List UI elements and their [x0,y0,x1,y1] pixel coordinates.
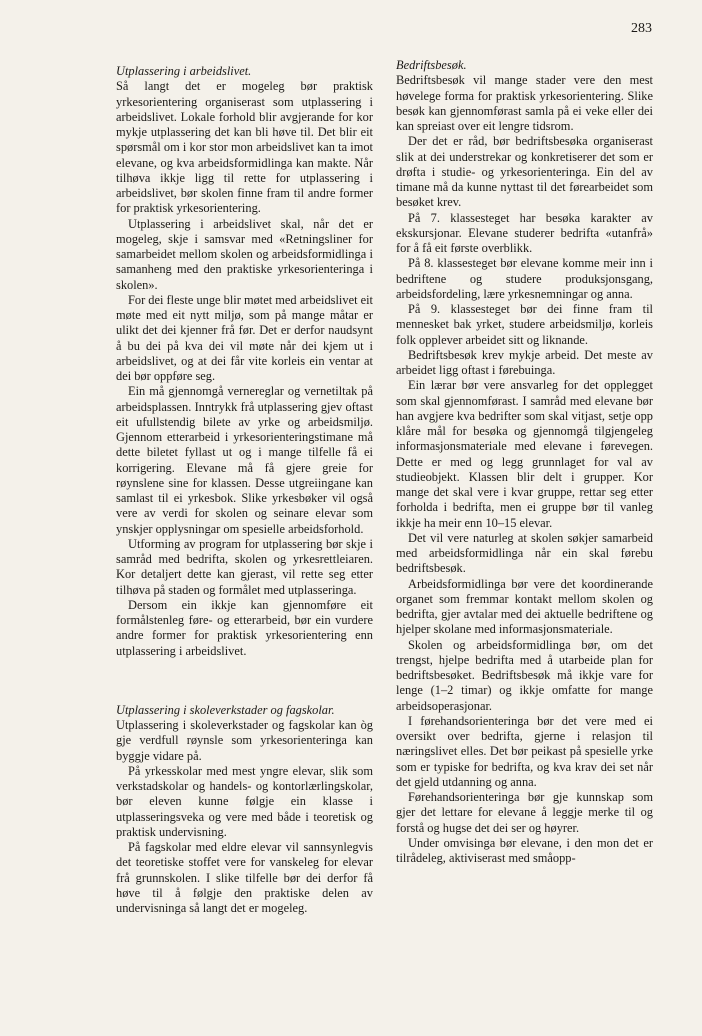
paragraph: Utplassering i arbeidslivet skal, når det er mogeleg, skje i samsvar med «Retningsliner for samarbeidet mellom skolen og arbeidsformidlinga i samanheng med den praktiske yrkesorienteringa i skolen». [116,216,373,292]
paragraph: Det vil vere naturleg at skolen søkjer samarbeid med arbeidsformidlinga når ein skal førebu bedriftsbesøk. [396,530,653,576]
paragraph: Bedriftsbesøk vil mange stader vere den mest høvelege forma for praktisk yrkesorientering. Slike besøk kan gjennomførast samla på ei veke eller dei kan spreiast over eit lengre tidsrom. [396,73,653,133]
paragraph: Skolen og arbeidsformidlinga bør, om det trengst, hjelpe bedrifta med å utarbeide plan for bedriftsbesøket. Bedriftsbesøk må ikkje vare for lenge (1–2 timar) og ikkje omfatte for mange arbeidsoperasjonar. [396,637,653,713]
paragraph: Arbeidsformidlinga bør vere det koordinerande organet som fremmar kontakt mellom skolen og bedrifta, gjer avtalar med dei aktuelle bedriftene og hjelper skolane med informasjonsmateriale. [396,576,653,637]
left-column [116,64,373,916]
page-number: 283 [631,21,652,36]
paragraph: Ein må gjennomgå vernereglar og vernetiltak på arbeidsplassen. Inntrykk frå utplassering gjev oftast eit ufullstendig bilete av yrke og arbeidsmiljø. Gjennom etterarbeid i yrkesorienteringstimane må dette biletet fyllast ut og i mange tilfelle få ei korrigering. Elevane må få gjere greie for røynslene sine for klassen. Desse utgreiingane kan samlast til ei yrkesbok. Slike yrkesbøker vil også vere av verdi for skolen og seinare elevar som ynskjer opplysningar om spesielle arbeidsforhold. [116,384,373,536]
section-heading: Bedriftsbesøk. [396,58,467,72]
paragraph: I førehandsorienteringa bør det vere med ei oversikt over bedrifta, gjerne i relasjon til næringslivet elles. Det bør peikast på spesielle yrke som er typiske for bedrifta, og kva krav dei set når det gjeld utdanning og anna. [396,713,653,789]
paragraph: Så langt det er mogeleg bør praktisk yrkesorientering organiserast som utplassering i arbeidslivet. Lokale forhold blir avgjerande for kor mykje utplassering det kan bli høve til. Det blir eit spørsmål om i kor stor mon arbeidslivet kan ta imot elevane, og kva arbeidsformidlinga kan makte. Når tilhøva ikkje ligg til rette for utplassering i arbeidslivet, bør skolen finne fram til andre former for praktisk yrkesorientering. [116,79,373,216]
paragraph: På fagskolar med eldre elevar vil sannsynlegvis det teoretiske stoffet vere for vanskeleg for elevar frå grunnskolen. I slike tilfelle bør dei derfor få høve til å følgje den praktiske delen av undervisninga så langt det er mogeleg. [116,840,373,915]
paragraph: Bedriftsbesøk krev mykje arbeid. Det meste av arbeidet ligg oftast i førebuinga. [396,347,653,377]
paragraph: På 9. klassesteget bør dei finne fram til mennesket bak yrket, studere arbeidsmiljø, korleis folk opplever arbeidet sitt og liknande. [396,302,653,347]
section-spacer [116,659,373,703]
paragraph: På yrkesskolar med mest yngre elevar, slik som verkstadskolar og handels- og kontorlærlingskolar, bør eleven kunne følgje ein klasse i utplasseringsveka og vere med både i teoretisk og praktisk undervisning. [116,763,373,839]
paragraph: Under omvisinga bør elevane, i den mon det er tilrådeleg, aktiviserast med småopp- [396,835,653,865]
paragraph: Utforming av program for utplassering bør skje i samråd med bedrifta, skolen og yrkesrettleiaren. Kor detaljert dette kan gjerast, vil rette seg etter tilhøva på staden og formålet med utplasseringa. [116,536,373,597]
paragraph: For dei fleste unge blir møtet med arbeidslivet eit møte med eit nytt miljø, som på mange måtar er ulikt det dei kjenner frå før. Det er derfor naudsynt å bu dei på kva dei vil møte når dei kjem ut i arbeidslivet, og at dei får vite korleis ein ventar at dei bør oppføre seg. [116,292,373,383]
paragraph: Dersom ein ikkje kan gjennomføre eit formålstenleg føre- og etterarbeid, bør ein vurdere andre former for praktisk yrkesorientering enn utplassering i arbeidslivet. [116,597,373,658]
right-column [396,58,653,866]
paragraph: Utplassering i skoleverkstader og fagskolar kan òg gje verdfull røynsle som yrkesorienteringa kan byggje vidare på. [116,718,373,763]
section-heading: Utplassering i skoleverkstader og fagskolar. [116,702,335,717]
paragraph: På 8. klassesteget bør elevane komme meir inn i bedriftene og studere produksjonsgang, arbeidsfordeling, lære yrkesnemningar og anna. [396,256,653,301]
section-heading: Utplassering i arbeidslivet. [116,64,252,78]
paragraph: På 7. klassesteget har besøka karakter av ekskursjonar. Elevane studerer bedrifta «utanfrå» for å få eit første overblikk. [396,210,653,255]
paragraph: Ein lærar bør vere ansvarleg for det opplegget som skal gjennomførast. I samråd med elevane bør han avgjere kva bedrifter som skal vitjast, setje opp klåre mål for besøka og gjennomgå tilgjengeleg informasjonsmateriale med elevane i førevegen. Dette er med og legg grunnlaget for val av studieobjekt. Klassen blir delt i grupper. Kor mange det skal vere i kvar gruppe, rettar seg etter forholda i bedrifta, men ei gruppe bør til vanleg ikkje ha meir enn 10–15 elevar. [396,378,653,530]
paragraph: Der det er råd, bør bedriftsbesøka organiserast slik at dei understrekar og konkretiserer det som er drøfta i studie- og yrkesorienteringa. Ein del av timane må da kunne nyttast til det førearbeidet som besøket krev. [396,134,653,210]
paragraph: Førehandsorienteringa bør gje kunnskap som gjer det lettare for elevane å leggje merke til og forstå og hugse det dei ser og høyrer. [396,790,653,835]
